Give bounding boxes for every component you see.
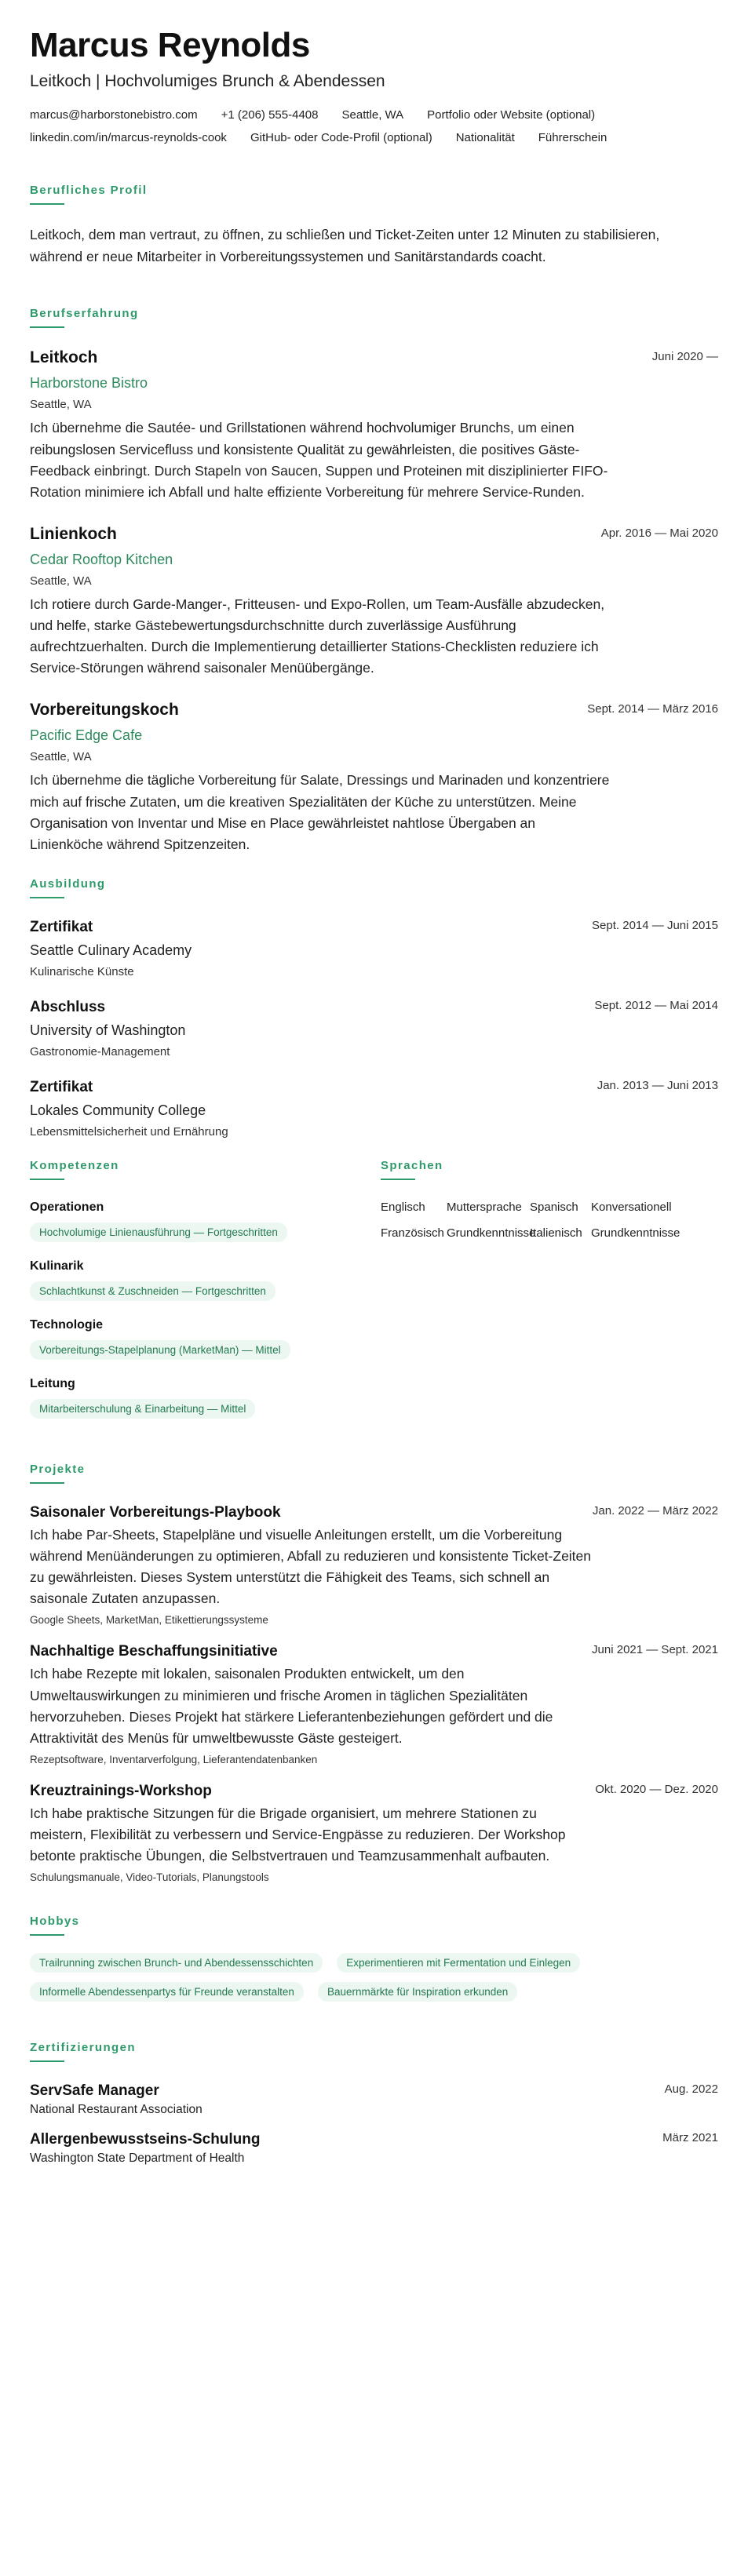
section-projects	[30, 1463, 718, 1883]
job-date: Apr. 2016 — Mai 2020	[600, 526, 718, 540]
education-school: University of Washington	[30, 1022, 186, 1038]
job-location: Seattle, WA	[30, 750, 92, 764]
job-title: Leitkoch	[30, 348, 98, 367]
contact-linkedin[interactable]: linkedin.com/in/marcus-reynolds-cook	[30, 131, 227, 145]
education-field: Kulinarische Künste	[30, 964, 134, 978]
section-title: Sprachen	[381, 1158, 443, 1172]
skill-group	[30, 1259, 381, 1301]
resume-header	[30, 27, 718, 144]
section-title: Kompetenzen	[30, 1158, 119, 1172]
skill-group-name: Operationen	[30, 1200, 104, 1214]
education-list	[30, 919, 718, 1139]
project-description: Ich habe Par-Sheets, Stapelpläne und visuelle Anleitungen erstellt, um die Vorbereitung während Menüänderungen zu optimieren, Abfall zu reduzieren und konsistente Ticket-Zeiten zu gewährleisten. Dieses System unterstützt die Fähigkeit des Teams, sich schnell an saisonale Zutaten anzupassen.	[30, 1526, 592, 1607]
contact-email[interactable]: marcus@harborstonebistro.com	[30, 108, 198, 122]
section-divider	[30, 203, 64, 205]
project-title: Saisonaler Vorbereitungs-Playbook	[30, 1503, 281, 1521]
certification-date: Aug. 2022	[664, 2082, 718, 2097]
certification-entry	[30, 2131, 718, 2166]
section-profile	[30, 184, 718, 268]
candidate-name: Marcus Reynolds	[30, 26, 310, 64]
contact-location: Seattle, WA	[341, 108, 404, 122]
skill-group	[30, 1318, 381, 1360]
job-title: Linienkoch	[30, 524, 117, 543]
job-date: Juni 2020 —	[651, 350, 718, 364]
language-level: Konversationell	[591, 1200, 672, 1214]
section-hobbies	[30, 1915, 718, 2002]
certification-issuer: National Restaurant Association	[30, 2103, 203, 2117]
job-company: Pacific Edge Cafe	[30, 727, 143, 744]
project-description: Ich habe praktische Sitzungen für die Brigade organisiert, um mehrere Stationen zu meistern, Flexibilität zu verbessern und Service-Engpässe zu reduzieren. Der Workshop betonte praktische Übungen, die Selbstvertrauen und Teamzusammenhalt aufbauten.	[30, 1805, 566, 1864]
project-date: Juni 2021 — Sept. 2021	[592, 1643, 718, 1657]
job-location: Seattle, WA	[30, 574, 92, 588]
education-degree: Zertifikat	[30, 918, 93, 935]
certification-list	[30, 2082, 718, 2166]
section-divider	[30, 1179, 64, 1180]
section-title: Ausbildung	[30, 876, 106, 891]
experience-list	[30, 348, 718, 855]
hobby-chip: Bauernmärkte für Inspiration erkunden	[318, 1982, 517, 2002]
profile-summary: Leitkoch, dem man vertraut, zu öffnen, zu schließen und Ticket-Zeiten unter 12 Minuten zu stabilisieren, während er neue Mitarbeiter in Vorbereitungssystemen und Sanitärstandards coacht.	[30, 227, 660, 265]
job-company: Cedar Rooftop Kitchen	[30, 551, 173, 567]
section-divider	[30, 2060, 64, 2062]
contact-github[interactable]: GitHub- oder Code-Profil (optional)	[250, 131, 432, 145]
education-degree: Zertifikat	[30, 1078, 93, 1095]
project-title: Kreuztrainings-Workshop	[30, 1782, 212, 1799]
project-entry	[30, 1504, 718, 1627]
skill-group-name: Kulinarik	[30, 1259, 84, 1273]
contact-portfolio[interactable]: Portfolio oder Website (optional)	[427, 108, 596, 122]
certification-date: März 2021	[662, 2131, 718, 2145]
section-title: Berufserfahrung	[30, 307, 139, 321]
project-entry	[30, 1643, 718, 1765]
section-divider	[30, 1934, 64, 1936]
section-divider	[30, 897, 64, 898]
education-school: Seattle Culinary Academy	[30, 942, 192, 958]
project-entry	[30, 1783, 718, 1883]
hobby-chip: Experimentieren mit Fermentation und Einlegen	[337, 1953, 580, 1973]
certification-name: ServSafe Manager	[30, 2082, 159, 2100]
section-skills	[30, 1159, 381, 1436]
language-level: Grundkenntnisse	[447, 1226, 536, 1240]
language-level: Grundkenntnisse	[591, 1226, 680, 1240]
section-divider	[30, 326, 64, 328]
job-description: Ich übernehme die Sautée- und Grillstationen während hochvolumiger Brunchs, um einen reibungslosen Servicefluss und konsistente Qualität zu gewährleisten, die positives Gäste-Feedback einbringt. Durch Stapeln von Saucen, Suppen und Proteinen mit disziplinierter FIFO-Rotation minimiere ich Abfall und halte effiziente Vorbereitung für mehrere Service-Runden.	[30, 420, 608, 500]
education-entry	[30, 1079, 718, 1139]
section-languages	[381, 1159, 718, 1436]
section-certifications	[30, 2041, 718, 2166]
language-level: Muttersprache	[447, 1200, 522, 1214]
job-date: Sept. 2014 — März 2016	[587, 702, 718, 716]
section-divider	[381, 1179, 415, 1180]
job-company: Harborstone Bistro	[30, 375, 148, 392]
project-list	[30, 1504, 718, 1883]
project-tools: Schulungsmanuale, Video-Tutorials, Planungstools	[30, 1871, 269, 1884]
certification-issuer: Washington State Department of Health	[30, 2152, 245, 2166]
job-description: Ich rotiere durch Garde-Manger-, Fritteusen- und Expo-Rollen, um Team-Ausfälle abzudecken, und helfe, starke Gästebewertungsdurchschnitte durch zuverlässige Ausführung aufrechtzuerhalten. Durch die Implementierung detaillierter Stations-Checklisten reduziere ich Service-Störungen während saisonaler Menüübergänge.	[30, 596, 605, 676]
hobby-list	[30, 1953, 658, 2002]
skill-groups	[30, 1201, 381, 1419]
skill-chip: Hochvolumige Linienausführung — Fortgeschritten	[30, 1222, 287, 1242]
language-name: Spanisch	[530, 1200, 578, 1214]
skill-group	[30, 1201, 381, 1242]
section-title: Hobbys	[30, 1915, 80, 1929]
skills-languages-row	[30, 1159, 718, 1436]
education-entry	[30, 999, 718, 1058]
job-location: Seattle, WA	[30, 398, 92, 412]
section-title: Zertifizierungen	[30, 2041, 136, 2055]
section-title: Berufliches Profil	[30, 184, 148, 198]
skill-chip: Schlachtkunst & Zuschneiden — Fortgeschritten	[30, 1281, 275, 1301]
section-experience	[30, 307, 718, 855]
education-entry	[30, 919, 718, 978]
skill-group	[30, 1377, 381, 1419]
candidate-headline: Leitkoch | Hochvolumiges Brunch & Abendessen	[30, 72, 385, 91]
skill-group-name: Technologie	[30, 1317, 104, 1332]
certification-name: Allergenbewusstseins-Schulung	[30, 2131, 261, 2148]
education-date: Sept. 2012 — Mai 2014	[594, 998, 718, 1012]
education-date: Jan. 2013 — Juni 2013	[597, 1078, 718, 1092]
job-title: Vorbereitungskoch	[30, 701, 179, 720]
section-education	[30, 877, 718, 1139]
project-description: Ich habe Rezepte mit lokalen, saisonalen Produkten entwickelt, um den Umweltauswirkungen zu minimieren und frische Aromen in täglichen Spezialitäten hervorzuheben. Dieses Projekt hat stärkere Lieferantenbeziehungen gefördert und die Attraktivität des Menüs für umweltbewusste Gäste gesteigert.	[30, 1666, 553, 1746]
education-field: Gastronomie-Management	[30, 1044, 170, 1058]
contact-nationality: Nationalität	[455, 131, 515, 145]
project-date: Jan. 2022 — März 2022	[592, 1503, 718, 1518]
certification-entry	[30, 2082, 718, 2117]
skill-chip: Vorbereitungs-Stapelplanung (MarketMan) — Mittel	[30, 1340, 290, 1360]
project-title: Nachhaltige Beschaffungsinitiative	[30, 1643, 278, 1660]
education-school: Lokales Community College	[30, 1102, 206, 1118]
job-entry	[30, 348, 718, 503]
language-name: Italienisch	[530, 1226, 582, 1240]
project-tools: Rezeptsoftware, Inventarverfolgung, Lieferantendatenbanken	[30, 1753, 318, 1765]
section-title: Projekte	[30, 1462, 86, 1476]
language-name: Englisch	[381, 1200, 425, 1214]
skill-group-name: Leitung	[30, 1376, 75, 1390]
job-entry	[30, 701, 718, 855]
education-field: Lebensmittelsicherheit und Ernährung	[30, 1124, 228, 1139]
language-list	[381, 1201, 718, 1240]
contact-drivers-license: Führerschein	[538, 131, 608, 145]
job-entry	[30, 525, 718, 680]
job-description: Ich übernehme die tägliche Vorbereitung für Salate, Dressings und Marinaden und konzentriere mich auf frische Zutaten, um die kreativen Spezialitäten der Küche zu unterstützen. Meine Organisation von Inventar und Mise en Place gewährleistet nahtlose Übergaben an Linienköche während Spitzenzeiten.	[30, 772, 610, 852]
education-date: Sept. 2014 — Juni 2015	[592, 918, 718, 932]
hobby-chip: Informelle Abendessenpartys für Freunde veranstalten	[30, 1982, 304, 2002]
education-degree: Abschluss	[30, 998, 106, 1015]
contact-phone[interactable]: +1 (206) 555-4408	[221, 108, 319, 122]
project-date: Okt. 2020 — Dez. 2020	[595, 1782, 718, 1796]
skill-chip: Mitarbeiterschulung & Einarbeitung — Mittel	[30, 1399, 255, 1419]
project-tools: Google Sheets, MarketMan, Etikettierungssysteme	[30, 1614, 268, 1627]
hobby-chip: Trailrunning zwischen Brunch- und Abendessensschichten	[30, 1953, 323, 1973]
language-name: Französisch	[381, 1226, 444, 1240]
contact-list	[30, 108, 718, 144]
section-divider	[30, 1482, 64, 1484]
